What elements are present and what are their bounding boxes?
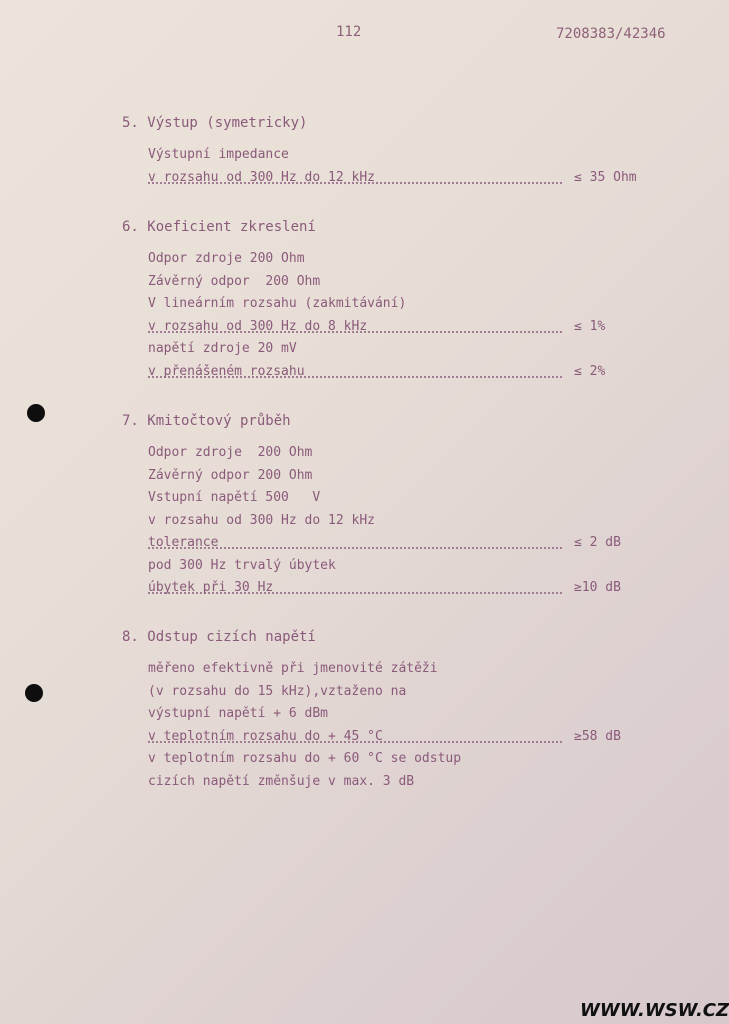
spec-value: ≤ 1% xyxy=(574,318,606,334)
section-heading: 5. Výstup (symetricky) xyxy=(122,115,308,131)
punch-hole-top xyxy=(27,404,45,422)
section-8 xyxy=(122,626,652,793)
spec-line: Odpor zdroje 200 Ohm xyxy=(148,445,313,460)
document-reference: 7208383/42346 xyxy=(556,26,666,42)
spec-line: Závěrný odpor 200 Ohm xyxy=(148,273,321,289)
spec-line: V lineárním rozsahu (zakmitávání) xyxy=(148,296,407,311)
spec-line: tolerance ≤ 2 dB xyxy=(122,532,652,555)
spec-value: ≤ 35 Ohm xyxy=(574,169,637,185)
section-heading: 6. Koeficient zkreslení xyxy=(122,219,316,235)
page-number: 112 xyxy=(336,24,362,40)
spec-value: ≤ 2% xyxy=(574,363,606,379)
section-5 xyxy=(122,112,652,189)
punch-hole-bottom xyxy=(25,684,43,702)
spec-value: ≤ 2 dB xyxy=(574,535,621,550)
spec-line: Závěrný odpor 200 Ohm xyxy=(148,467,313,483)
spec-line: Vstupní napětí 500 V xyxy=(148,490,321,505)
spec-line: cizích napětí změnšuje v max. 3 dB xyxy=(148,773,415,789)
spec-line: v rozsahu od 300 Hz do 12 kHz ≤ 35 Ohm xyxy=(122,167,652,190)
section-6 xyxy=(122,216,652,383)
spec-line: úbytek při 30 Hz ≥10 dB xyxy=(122,577,652,600)
spec-line: Odpor zdroje 200 Ohm xyxy=(148,251,305,266)
spec-line: v teplotním rozsahu do + 60 °C se odstup xyxy=(148,751,462,766)
section-heading: 8. Odstup cizích napětí xyxy=(122,629,316,645)
spec-line: výstupní napětí + 6 dBm xyxy=(148,706,329,721)
spec-value: ≥58 dB xyxy=(574,728,621,744)
section-heading: 7. Kmitočtový průběh xyxy=(122,413,291,429)
watermark-link[interactable]: WWW.WSW.CZ xyxy=(580,1000,729,1021)
spec-line: v rozsahu od 300 Hz do 8 kHz ≤ 1% xyxy=(122,316,652,339)
spec-value: ≥10 dB xyxy=(574,580,621,595)
spec-line: pod 300 Hz trvalý úbytek xyxy=(148,557,336,573)
spec-line: Výstupní impedance xyxy=(148,147,289,162)
spec-line: měřeno efektivně při jmenovité zátěži xyxy=(148,661,438,676)
spec-line: v rozsahu od 300 Hz do 12 kHz xyxy=(148,512,375,528)
spec-line: v přenášeném rozsahu ≤ 2% xyxy=(122,361,652,384)
spec-line: napětí zdroje 20 mV xyxy=(148,341,297,356)
section-7 xyxy=(122,410,652,600)
spec-line: (v rozsahu do 15 kHz),vztaženo na xyxy=(148,683,407,699)
spec-line: v teplotním rozsahu do + 45 °C ≥58 dB xyxy=(122,726,652,749)
